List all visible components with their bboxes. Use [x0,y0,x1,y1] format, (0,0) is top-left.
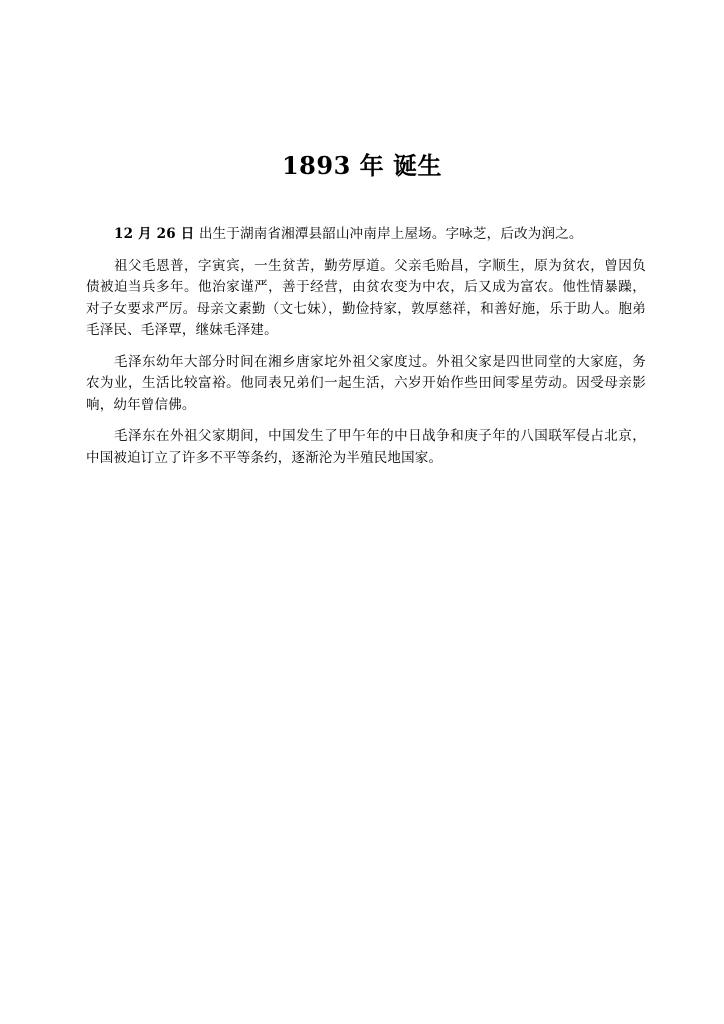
document-body [86,224,646,479]
paragraph-birth [86,224,646,246]
birth-date: 12 月 26 日 [114,226,195,242]
document-title: 1893 年 诞生 [281,151,442,180]
paragraph-family: 祖父毛恩普，字寅宾，一生贫苦，勤劳厚道。父亲毛贻昌，字顺生，原为贫农，曾因负债被迫当兵多年。他治家谨严，善于经营，由贫农变为中农，后又成为富农。他性情暴躁，对子女要求严厉。母亲文素勤（文七妹），勤俭持家，敦厚慈祥，和善好施，乐于助人。胞弟毛泽民、毛泽覃，继妹毛泽建。 [86,257,646,338]
paragraph-childhood: 毛泽东幼年大部分时间在湘乡唐家坨外祖父家度过。外祖父家是四世同堂的大家庭，务农为业，生活比较富裕。他同表兄弟们一起生活，六岁开始作些田间零星劳动。因受母亲影响，幼年曾信佛。 [86,353,646,413]
paragraph-history: 毛泽东在外祖父家期间，中国发生了甲午年的中日战争和庚子年的八国联军侵占北京，中国被迫订立了许多不平等条约，逐渐沦为半殖民地国家。 [86,428,646,466]
paragraph-text: 出生于湖南省湘潭县韶山冲南岸上屋场。字咏芝，后改为润之。 [194,226,583,242]
